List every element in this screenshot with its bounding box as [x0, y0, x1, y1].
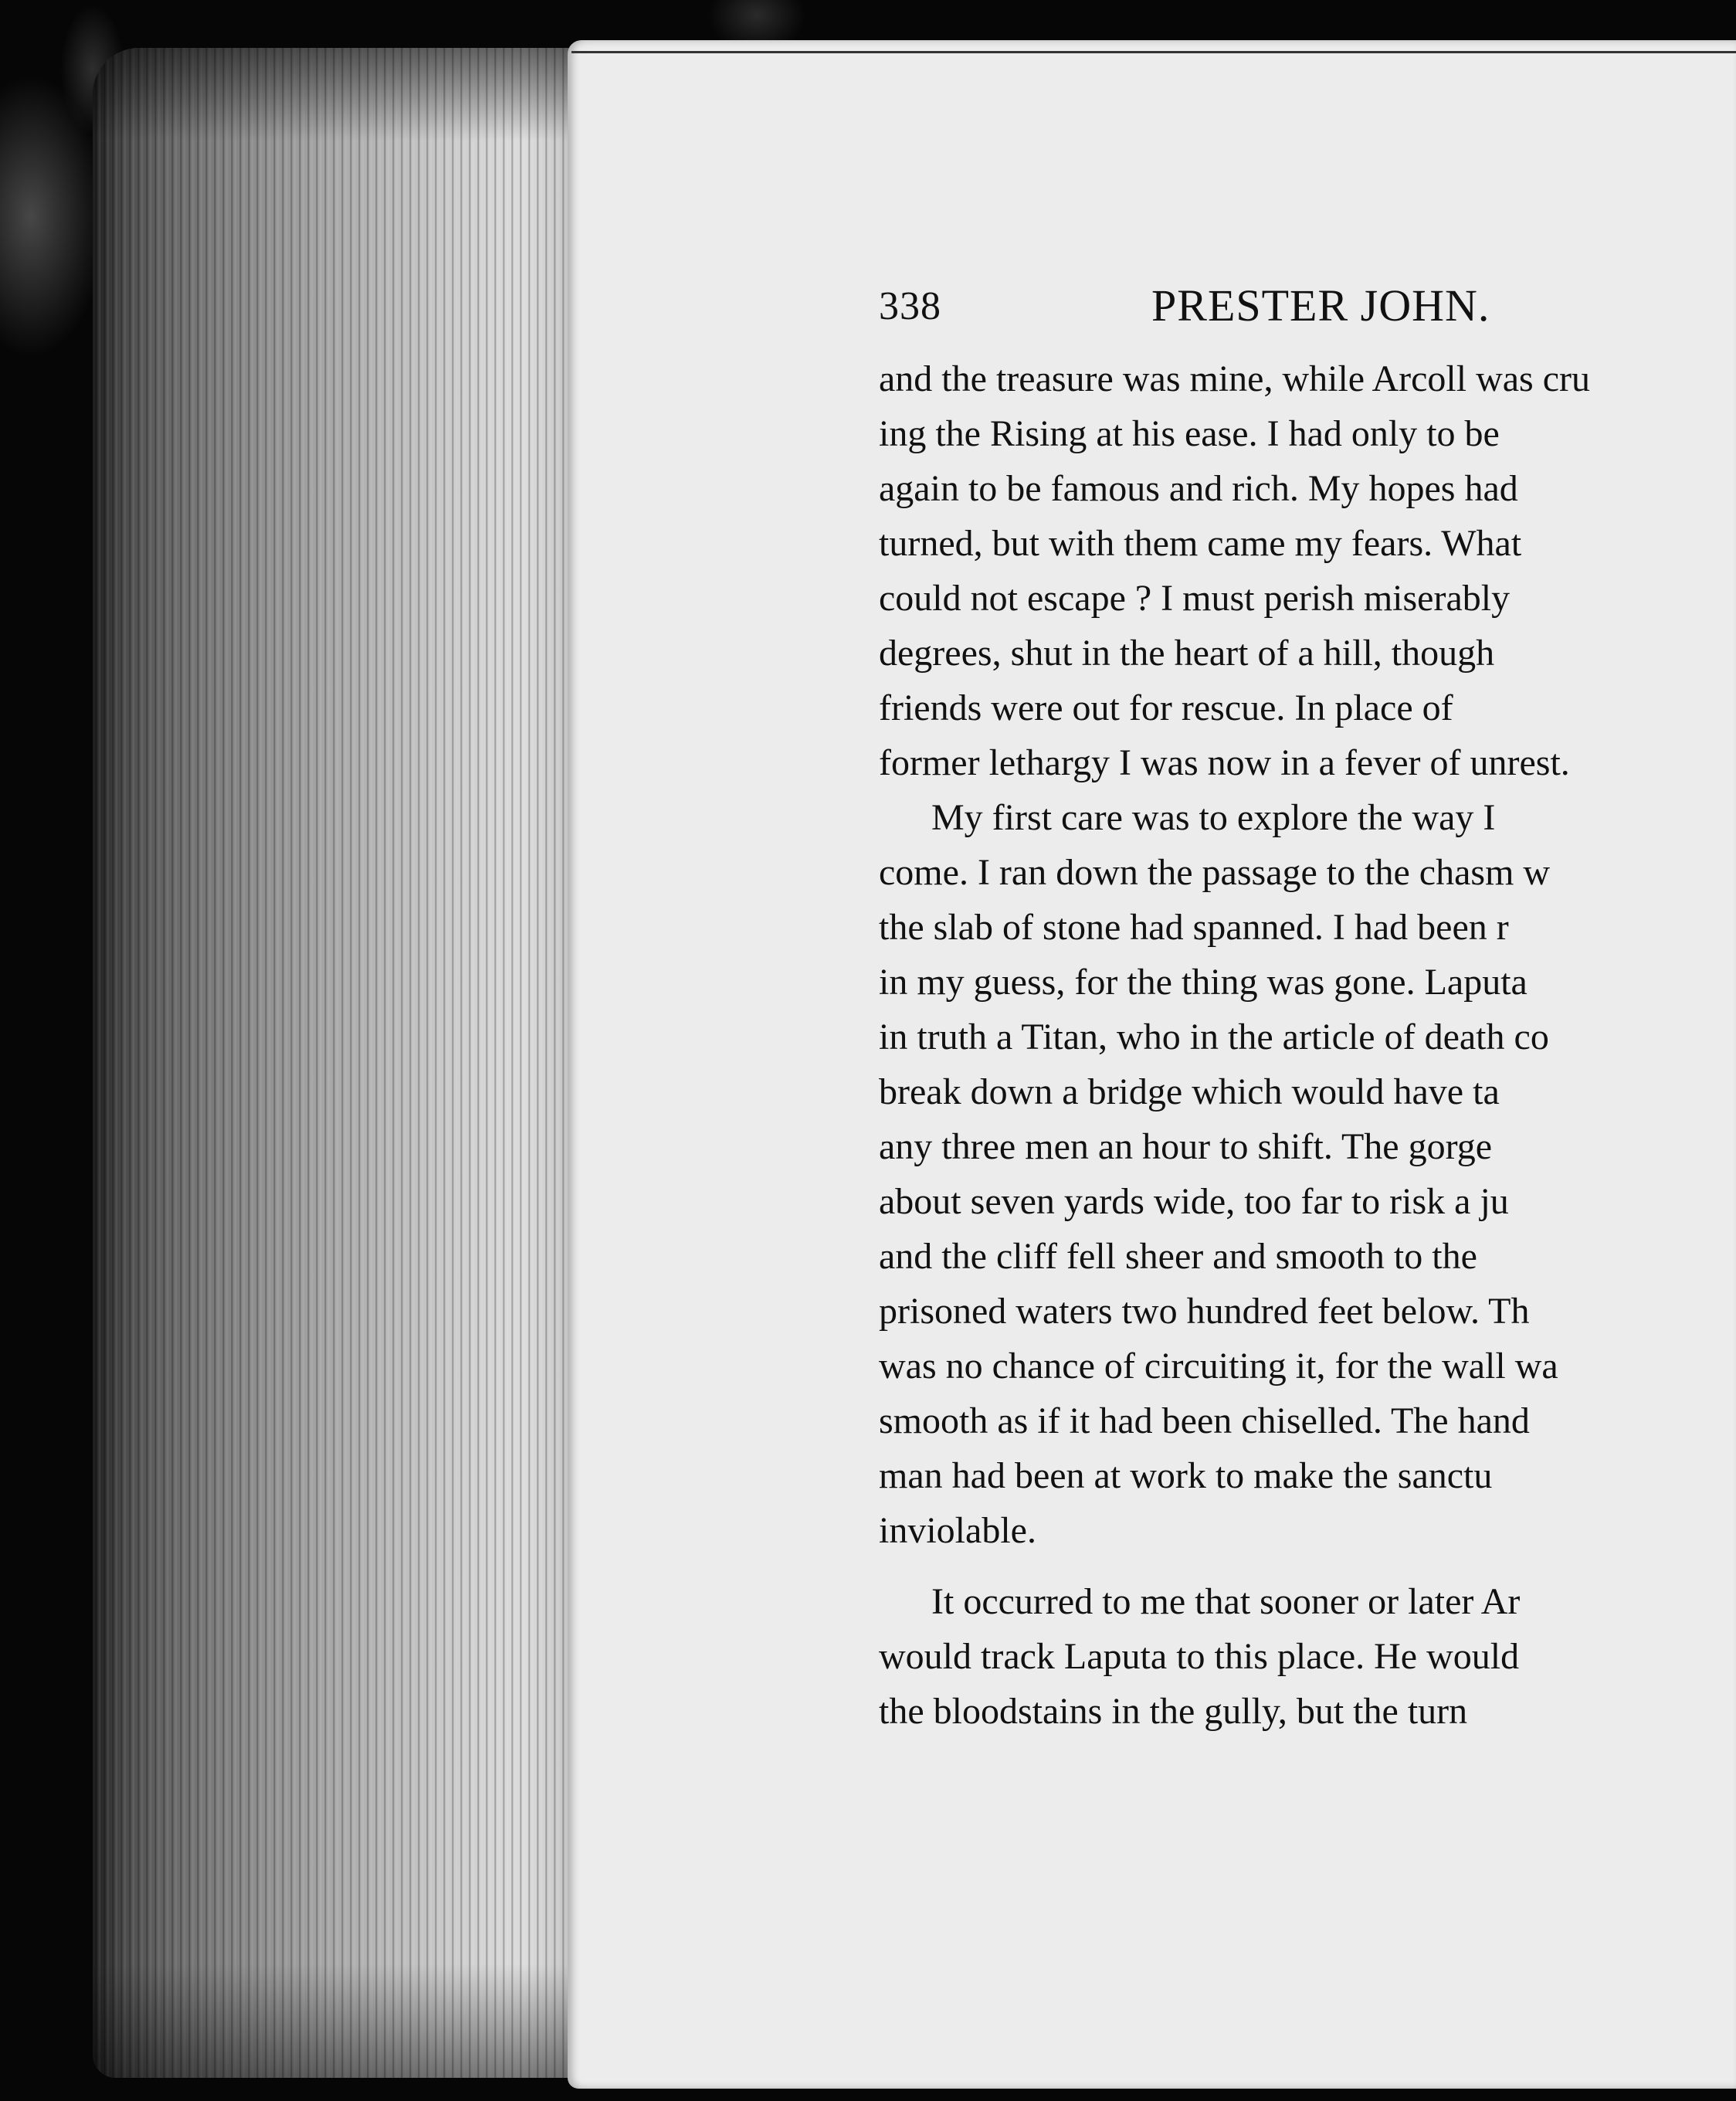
text-line: was no chance of circuiting it, for the wall wa: [879, 1346, 1558, 1387]
text-line: about seven yards wide, too far to risk a ju: [879, 1181, 1509, 1222]
text-line: come. I ran down the passage to the chasm w: [879, 852, 1551, 893]
text-line: smooth as if it had been chiselled. The hand: [879, 1400, 1530, 1441]
text-line: and the treasure was mine, while Arcoll was cru: [879, 358, 1591, 399]
text-line: would track Laputa to this place. He would: [879, 1636, 1520, 1677]
body-text: [879, 351, 1736, 1739]
book-page-edges-shadow: [93, 48, 587, 2078]
page-number: 338: [879, 284, 941, 328]
text-line: the slab of stone had spanned. I had been r: [879, 907, 1509, 948]
text-line: turned, but with them came my fears. What: [879, 523, 1522, 564]
text-line: again to be famous and rich. My hopes had: [879, 468, 1518, 509]
running-title: PRESTER JOHN.: [1151, 280, 1490, 331]
page-top-edge: [571, 51, 1736, 53]
text-line: any three men an hour to shift. The gorge: [879, 1126, 1493, 1167]
text-line: degrees, shut in the heart of a hill, though: [879, 633, 1495, 674]
text-line: man had been at work to make the sanctu: [879, 1455, 1493, 1496]
text-line: inviolable.: [879, 1510, 1036, 1551]
text-line: could not escape ? I must perish miserably: [879, 578, 1511, 619]
text-line: in my guess, for the thing was gone. Laputa: [879, 962, 1527, 1003]
text-line: former lethargy I was now in a fever of unrest.: [879, 742, 1570, 783]
text-line: ing the Rising at his ease. I had only to be: [879, 413, 1500, 454]
paragraph-first-line: It occurred to me that sooner or later Ar: [931, 1581, 1521, 1622]
text-line: friends were out for rescue. In place of: [879, 687, 1453, 728]
paragraph-first-line: My first care was to explore the way I: [931, 797, 1496, 838]
text-line: and the cliff fell sheer and smooth to the: [879, 1236, 1477, 1277]
text-line: break down a bridge which would have ta: [879, 1071, 1500, 1112]
running-head: [879, 272, 1736, 334]
text-line: the bloodstains in the gully, but the turn: [879, 1691, 1468, 1732]
text-line: in truth a Titan, who in the article of death co: [879, 1017, 1549, 1057]
text-line: prisoned waters two hundred feet below. Th: [879, 1291, 1530, 1332]
